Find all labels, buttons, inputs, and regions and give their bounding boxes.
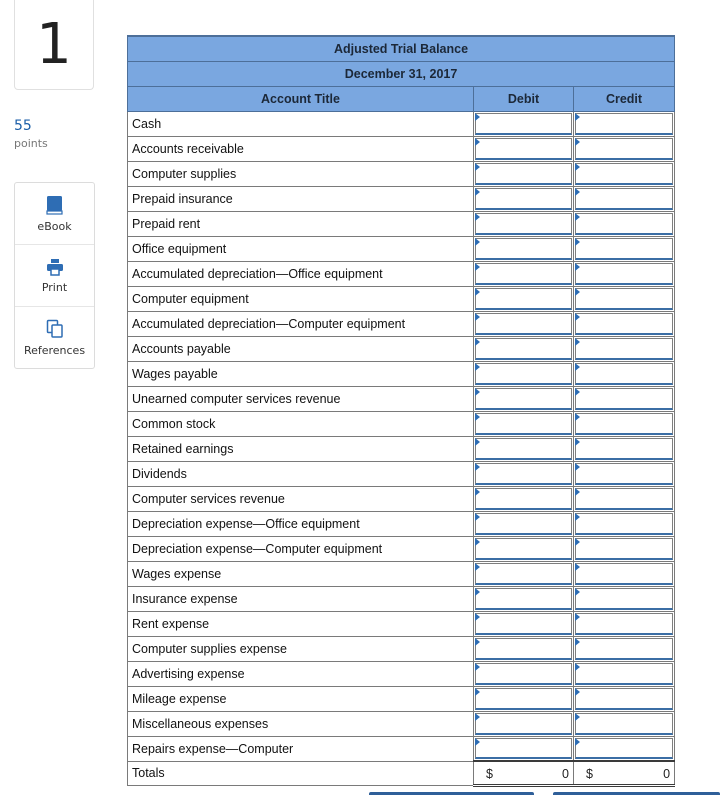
table-row [128,436,675,461]
debit-input[interactable] [475,188,572,210]
debit-input[interactable] [475,538,572,560]
account-title: Computer services revenue [128,486,474,511]
debit-cell [474,361,574,386]
debit-input[interactable] [475,313,572,335]
debit-input[interactable] [475,288,572,310]
debit-input[interactable] [475,263,572,285]
debit-cell [474,236,574,261]
credit-input[interactable] [575,263,673,285]
account-title: Computer supplies [128,161,474,186]
account-title: Depreciation expense—Office equipment [128,511,474,536]
credit-input[interactable] [575,463,673,485]
debit-input[interactable] [475,213,572,235]
credit-cell [574,261,675,286]
account-title: Accumulated depreciation—Office equipment [128,261,474,286]
debit-input[interactable] [475,488,572,510]
table-row [128,586,675,611]
credit-input[interactable] [575,338,673,360]
debit-cell [474,186,574,211]
credit-input[interactable] [575,613,673,635]
points-value: 55 [14,118,32,134]
debit-input[interactable] [475,438,572,460]
debit-cell [474,686,574,711]
debit-input[interactable] [475,588,572,610]
points-label: points [14,137,48,150]
credit-input[interactable] [575,538,673,560]
table-row [128,636,675,661]
account-title: Cash [128,111,474,136]
account-title: Insurance expense [128,586,474,611]
debit-total-value: 0 [562,767,569,781]
account-title: Office equipment [128,236,474,261]
credit-input[interactable] [575,213,673,235]
table-row [128,286,675,311]
account-title: Mileage expense [128,686,474,711]
credit-input[interactable] [575,513,673,535]
tool-panel [14,182,95,369]
debit-cell [474,661,574,686]
table-row [128,211,675,236]
debit-input[interactable] [475,738,572,760]
debit-cell [474,461,574,486]
account-title: Depreciation expense—Computer equipment [128,536,474,561]
debit-cell [474,136,574,161]
credit-total-value: 0 [663,767,671,781]
debit-input[interactable] [475,138,572,160]
credit-cell [574,436,675,461]
debit-total-cell [474,761,574,785]
credit-input[interactable] [575,113,673,135]
debit-cell [474,536,574,561]
table-row [128,336,675,361]
totals-label: Totals [128,761,474,785]
table-row [128,561,675,586]
credit-cell [574,236,675,261]
table-date: December 31, 2017 [128,61,675,86]
credit-total-cell [574,761,675,785]
debit-input[interactable] [475,238,572,260]
debit-input[interactable] [475,513,572,535]
credit-cell [574,186,675,211]
credit-input[interactable] [575,738,673,760]
credit-cell [574,711,675,736]
table-row [128,361,675,386]
question-number: 1 [14,0,94,90]
credit-input[interactable] [575,163,673,185]
debit-input[interactable] [475,338,572,360]
credit-cell [574,211,675,236]
credit-input[interactable] [575,663,673,685]
credit-input[interactable] [575,688,673,710]
debit-input[interactable] [475,638,572,660]
credit-cell [574,661,675,686]
debit-cell [474,711,574,736]
debit-cell [474,336,574,361]
credit-cell [574,686,675,711]
credit-input[interactable] [575,363,673,385]
debit-input[interactable] [475,563,572,585]
references-label: References [23,343,86,357]
account-title: Rent expense [128,611,474,636]
debit-cell [474,736,574,761]
print-button[interactable] [15,245,94,307]
references-icon [46,319,64,339]
credit-cell [574,411,675,436]
table-row [128,186,675,211]
credit-input[interactable] [575,388,673,410]
debit-header: Debit [474,86,574,111]
account-title: Miscellaneous expenses [128,711,474,736]
account-title: Retained earnings [128,436,474,461]
debit-input[interactable] [475,413,572,435]
account-title-header: Account Title [128,86,474,111]
account-title: Repairs expense—Computer [128,736,474,761]
credit-cell [574,361,675,386]
debit-cell [474,211,574,236]
credit-input[interactable] [575,488,673,510]
table-row [128,136,675,161]
print-label: Print [41,280,68,294]
table-row [128,661,675,686]
debit-cell [474,561,574,586]
debit-cell [474,161,574,186]
table-row [128,261,675,286]
account-title: Computer supplies expense [128,636,474,661]
credit-cell [574,511,675,536]
debit-cell [474,511,574,536]
account-title: Prepaid rent [128,211,474,236]
account-title: Dividends [128,461,474,486]
credit-cell [574,161,675,186]
credit-input[interactable] [575,713,673,735]
print-icon [46,258,64,276]
account-title: Accounts payable [128,336,474,361]
credit-input[interactable] [575,138,673,160]
credit-input[interactable] [575,638,673,660]
debit-cell [474,286,574,311]
credit-input[interactable] [575,238,673,260]
table-title: Adjusted Trial Balance [128,36,675,61]
credit-input[interactable] [575,288,673,310]
totals-row [128,761,675,785]
debit-input[interactable] [475,388,572,410]
debit-cell [474,436,574,461]
credit-cell [574,461,675,486]
credit-cell [574,386,675,411]
table-row [128,311,675,336]
references-button[interactable] [15,307,94,368]
trial-balance-table [127,35,675,787]
ebook-button[interactable] [15,183,94,245]
debit-input[interactable] [475,463,572,485]
debit-input[interactable] [475,688,572,710]
debit-input[interactable] [475,713,572,735]
table-row [128,386,675,411]
credit-cell [574,286,675,311]
ebook-label: eBook [37,219,72,233]
debit-cell [474,636,574,661]
credit-cell [574,736,675,761]
currency-symbol: $ [586,767,593,781]
table-row [128,536,675,561]
table-row [128,686,675,711]
credit-cell [574,486,675,511]
credit-cell [574,561,675,586]
credit-cell [574,611,675,636]
credit-cell [574,536,675,561]
account-title: Wages expense [128,561,474,586]
debit-input[interactable] [475,163,572,185]
debit-cell [474,386,574,411]
credit-cell [574,586,675,611]
account-title: Advertising expense [128,661,474,686]
credit-input[interactable] [575,188,673,210]
table-row [128,736,675,761]
credit-cell [574,336,675,361]
debit-cell [474,611,574,636]
table-row [128,511,675,536]
debit-cell [474,261,574,286]
table-row [128,711,675,736]
debit-cell [474,411,574,436]
credit-input[interactable] [575,313,673,335]
table-row [128,486,675,511]
credit-cell [574,636,675,661]
table-row [128,236,675,261]
credit-cell [574,136,675,161]
account-title: Wages payable [128,361,474,386]
ebook-icon [46,195,64,215]
table-row [128,411,675,436]
currency-symbol: $ [486,767,493,781]
debit-cell [474,586,574,611]
credit-header: Credit [574,86,675,111]
account-title: Common stock [128,411,474,436]
debit-input[interactable] [475,113,572,135]
account-title: Unearned computer services revenue [128,386,474,411]
debit-input[interactable] [475,663,572,685]
table-row [128,461,675,486]
account-title: Accounts receivable [128,136,474,161]
credit-cell [574,311,675,336]
credit-input[interactable] [575,588,673,610]
debit-cell [474,311,574,336]
debit-input[interactable] [475,363,572,385]
debit-input[interactable] [475,613,572,635]
credit-input[interactable] [575,563,673,585]
credit-input[interactable] [575,438,673,460]
table-row [128,611,675,636]
table-row [128,161,675,186]
credit-input[interactable] [575,413,673,435]
account-title: Accumulated depreciation—Computer equipment [128,311,474,336]
account-title: Prepaid insurance [128,186,474,211]
credit-cell [574,111,675,136]
account-title: Computer equipment [128,286,474,311]
debit-cell [474,111,574,136]
table-row [128,111,675,136]
debit-cell [474,486,574,511]
